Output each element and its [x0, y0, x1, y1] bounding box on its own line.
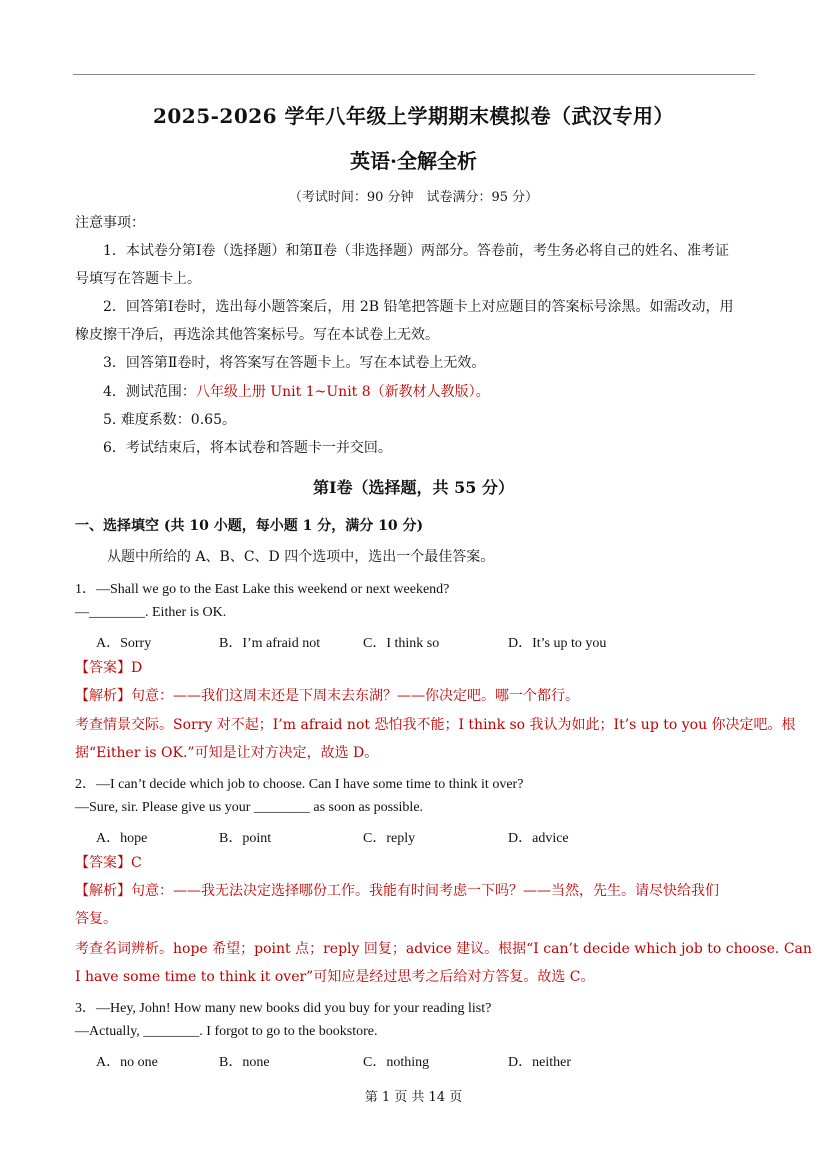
note-item-4-range: 八年级上册 Unit 1~Unit 8（新教材人教版）。: [195, 384, 490, 400]
q2-analysis-line-1: 【解析】句意：——我无法决定选择哪份工作。我能有时间考虑一下吗？——当然，先生。请尽快给我们: [75, 883, 719, 899]
page-number: 第 1 页 共 14 页: [364, 1090, 463, 1105]
q2-analysis-line-3: 考查名词辨析。hope 希望；point 点；reply 回复；advice 建议。根据“I can’t decide which job to choose. Can: [75, 941, 812, 957]
note-item-2-line-1: 2．回答第Ⅰ卷时，选出每小题答案后，用 2B 铅笔把答题卡上对应题目的答案标号涂黑。如需改动，用: [103, 299, 734, 315]
q2-stem-line-2: —Sure, sir. Please give us your ________ as soon as possible.: [75, 800, 424, 815]
q1-stem-line-2: —________. Either is OK.: [75, 605, 227, 620]
header-rule: [73, 74, 755, 75]
q1-analysis-line-1: 【解析】句意：——我们这周末还是下周末去东湖？——你决定吧。哪一个都行。: [75, 688, 579, 704]
q3-stem-line-2: —Actually, ________. I forgot to go to the bookstore.: [75, 1024, 378, 1039]
page-subtitle: 英语·全解全析: [350, 149, 477, 173]
q1-option-a: A．Sorry: [96, 636, 152, 651]
note-item-4-prefix: 4．测试范围：: [103, 384, 196, 400]
note-item-5: 5. 难度系数：0.65。: [103, 412, 236, 428]
q2-option-d: D．advice: [508, 831, 569, 846]
page-title: 2025-2026 学年八年级上学期期末模拟卷（武汉专用）: [152, 104, 675, 128]
q1-option-c: C．I think so: [363, 636, 440, 651]
note-item-4: [103, 382, 490, 402]
q1-option-d: D．It’s up to you: [508, 636, 607, 651]
section1-instruction: 从题中所给的 A、B、C、D 四个选项中，选出一个最佳答案。: [107, 549, 495, 565]
q2-analysis-line-4: I have some time to think it over”可知应是经过思考之后给对方答复。故选 C。: [75, 969, 595, 985]
exam-info: （考试时间：90 分钟 试卷满分：95 分）: [288, 190, 539, 205]
note-item-3: 3．回答第Ⅱ卷时，将答案写在答题卡上。写在本试卷上无效。: [103, 355, 486, 371]
part1-heading: 第Ⅰ卷（选择题，共 55 分）: [313, 478, 514, 497]
q2-stem-line-1: 2．—I can’t decide which job to choose. Can I have some time to think it over?: [75, 777, 524, 792]
q3-option-d: D．neither: [508, 1055, 571, 1070]
q1-analysis-line-3: 据“Either is OK.”可知是让对方决定，故选 D。: [75, 745, 379, 761]
q2-analysis-line-2: 答复。: [75, 911, 117, 927]
q3-option-b: B．none: [219, 1055, 270, 1070]
q2-option-a: A．hope: [96, 831, 148, 846]
q1-answer: 【答案】D: [75, 660, 143, 676]
q2-answer: 【答案】C: [75, 855, 142, 871]
q3-option-c: C．nothing: [363, 1055, 430, 1070]
note-item-1-line-1: 1．本试卷分第Ⅰ卷（选择题）和第Ⅱ卷（非选择题）两部分。答卷前，考生务必将自己的姓名、准考证: [103, 243, 729, 259]
q2-option-c: C．reply: [363, 831, 416, 846]
q2-option-b: B．point: [219, 831, 272, 846]
q1-analysis-line-2: 考查情景交际。Sorry 对不起；I’m afraid not 恐怕我不能；I think so 我认为如此；It’s up to you 你决定吧。根: [75, 717, 796, 733]
q1-stem-line-1: 1．—Shall we go to the East Lake this weekend or next weekend?: [75, 582, 450, 597]
note-item-6: 6．考试结束后，将本试卷和答题卡一并交回。: [103, 440, 392, 456]
note-item-2-line-2: 橡皮擦干净后，再选涂其他答案标号。写在本试卷上无效。: [75, 327, 439, 343]
section1-heading: 一、选择填空 (共 10 小题，每小题 1 分，满分 10 分): [75, 518, 424, 534]
q3-stem-line-1: 3．—Hey, John! How many new books did you buy for your reading list?: [75, 1001, 492, 1016]
q1-option-b: B．I’m afraid not: [219, 636, 321, 651]
q3-option-a: A．no one: [96, 1055, 158, 1070]
note-item-1-line-2: 号填写在答题卡上。: [75, 271, 201, 287]
notes-heading: 注意事项：: [75, 215, 145, 231]
